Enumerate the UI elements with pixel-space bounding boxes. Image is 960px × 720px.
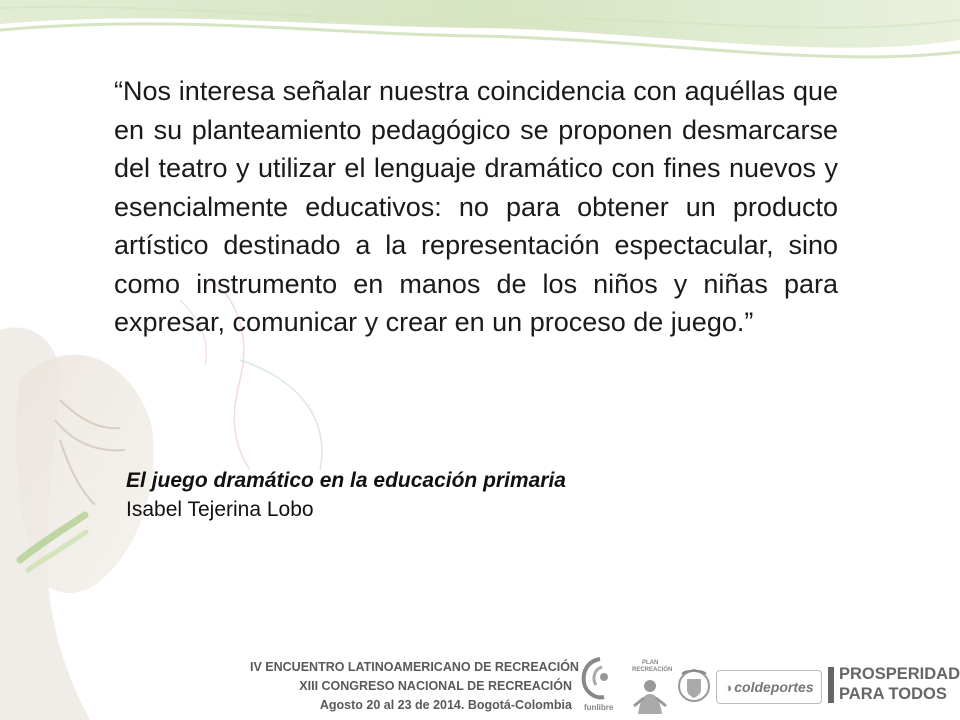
- plan-figure-icon: [630, 676, 670, 716]
- coat-of-arms-icon: [676, 666, 712, 706]
- citation: [126, 466, 596, 524]
- coldeportes-swirl-icon: ◑: [724, 679, 733, 695]
- prosperidad-para-todos-logo: [828, 664, 960, 706]
- quote-text: “Nos interesa señalar nuestra coincidencia con aquéllas que en su planteamiento pedagógico se proponen desmarcarse del teatro y utilizar el lenguaje dramático con fines nuevos y esencialmente educativos: no para obtener un producto artístico destinado a la representación espectacular, sino como instrumento en manos de los niños y niñas para expresar, comunicar y crear en un proceso de juego.”: [114, 76, 838, 337]
- vine-line-2: [240, 360, 322, 470]
- author-name: Isabel Tejerina Lobo: [126, 498, 314, 521]
- prosperidad-line-2: PARA TODOS: [839, 685, 947, 703]
- prosperidad-bar-icon: [828, 667, 834, 703]
- book-title: El juego dramático en la educación primaria: [126, 469, 566, 492]
- funlibre-logo: [578, 655, 622, 717]
- plan-label: PLAN: [642, 660, 659, 666]
- coldeportes-logo: [716, 670, 822, 704]
- event-line-1: IV ENCUENTRO LATINOAMERICANO DE RECREACIÓN: [250, 660, 579, 674]
- event-line-3: Agosto 20 al 23 de 2014. Bogotá-Colombia: [319, 698, 572, 712]
- event-info: [250, 658, 579, 715]
- coldeportes-label: coldeportes: [734, 679, 814, 695]
- funlibre-emblem-icon: [578, 655, 622, 703]
- funlibre-label: funlibre: [584, 703, 614, 712]
- colombia-seal-logo: [676, 666, 712, 706]
- prosperidad-line-1: PROSPERIDAD: [839, 665, 960, 683]
- event-line-2: XIII CONGRESO NACIONAL DE RECREACIÓN: [299, 679, 572, 693]
- plan-recreacion-label: RECREACIÓN: [632, 667, 673, 673]
- plan-recreacion-logo: [630, 660, 673, 718]
